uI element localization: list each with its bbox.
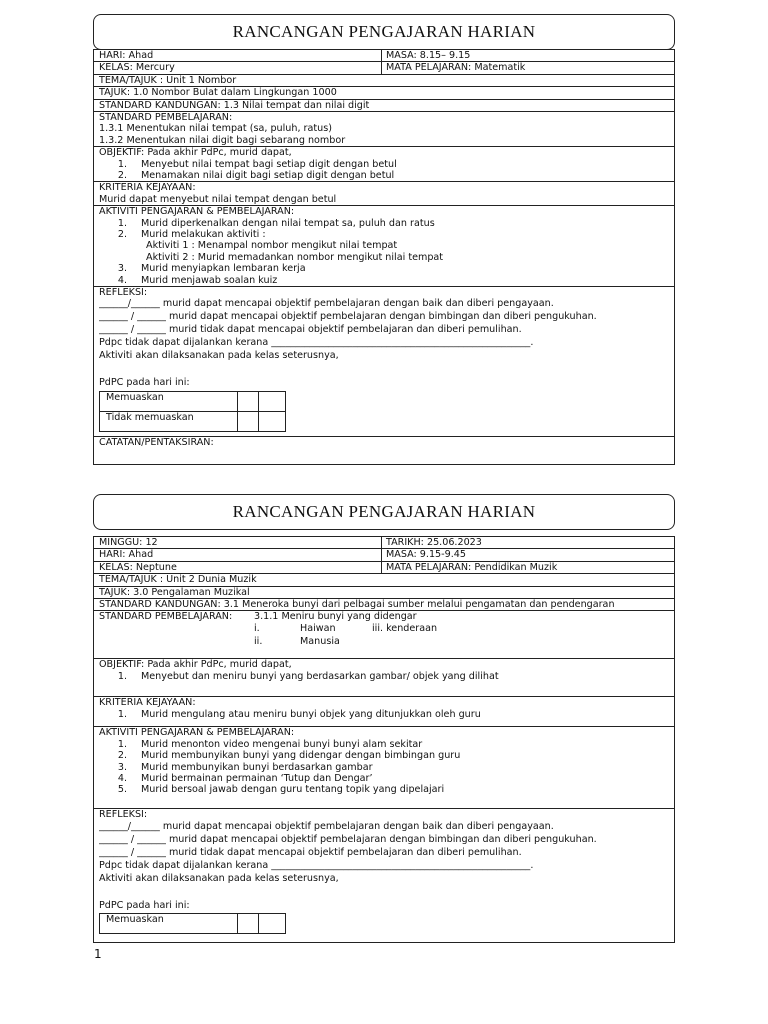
rating-checkbox[interactable] (259, 914, 286, 934)
objektif-section (94, 147, 674, 182)
refleksi-line: Pdpc tidak dapat dijalankan kerana ______________________________________________________. (99, 859, 534, 871)
rating-checkbox[interactable] (238, 411, 259, 431)
list-item: 1. Murid mengulang atau meniru bunyi objek yang ditunjukkan oleh guru (117, 708, 481, 720)
masa-cell: MASA: 9.15-9.45 (386, 549, 466, 561)
aktiviti-label: AKTIVITI PENGAJARAN & PEMBELAJARAN: (99, 206, 295, 218)
kriteria-label: KRITERIA KEJAYAAN: (99, 697, 196, 709)
aktiviti-sub-item: Aktiviti 1 : Menampal nombor mengikut nilai tempat (146, 240, 398, 252)
standard-pembelajaran-item: 1.3.2 Menentukan nilai digit bagi sebarang nombor (99, 134, 346, 146)
list-item: i. Haiwan iii. kenderaan (254, 622, 438, 634)
standard-pembelajaran-label: STANDARD PEMBELAJARAN: (99, 112, 233, 124)
list-item: 1. Murid diperkenalkan dengan nilai tempat sa, puluh dan ratus (117, 217, 435, 229)
list-item: 3. Murid membunyikan bunyi berdasarkan gambar (117, 761, 373, 773)
tarikh-cell: TARIKH: 25.06.2023 (386, 537, 482, 548)
rating-label: Memuaskan (100, 391, 238, 411)
list-item: 5. Murid bersoal jawab dengan guru tentang topik yang dipelajari (117, 784, 445, 796)
tema-row: TEMA/TAJUK : Unit 2 Dunia Muzik (94, 574, 674, 586)
pdpc-label: PdPC pada hari ini: (99, 899, 190, 911)
list-item: 4. Murid bermainan permainan ‘Tutup dan Dengar’ (117, 773, 373, 784)
page-number: 1 (94, 947, 102, 961)
kriteria-text: Murid dapat menyebut nilai tempat dengan betul (99, 193, 337, 205)
refleksi-line: ______ / ______ murid tidak dapat mencapai objektif pembelajaran dan diberi pemulihan. (99, 324, 522, 336)
hari-masa-row (94, 50, 674, 62)
mata-pelajaran-cell: MATA PELAJARAN: Pendidikan Muzik (386, 561, 558, 573)
hari-cell: HARI: Ahad (94, 50, 382, 61)
standard-kandungan-row: STANDARD KANDUNGAN: 3.1 Meneroka bunyi dari pelbagai sumber melalui pengamatan dan pendengaran (94, 599, 674, 611)
catatan-section (94, 437, 674, 465)
rating-label: Memuaskan (100, 914, 238, 934)
list-item: 3. Murid menyiapkan lembaran kerja (117, 263, 306, 275)
plan-title (93, 14, 675, 50)
refleksi-line: ______ / ______ murid dapat mencapai objektif pembelajaran dengan bimbingan dan diberi pengukuhan. (99, 311, 597, 323)
hari-masa-row (94, 549, 674, 561)
list-item: ii. Manusia (254, 636, 340, 648)
refleksi-section (94, 809, 674, 943)
kriteria-label: KRITERIA KEJAYAAN: (99, 182, 196, 194)
kelas-mapel-row (94, 562, 674, 574)
masa-cell: MASA: 8.15– 9.15 (386, 50, 471, 61)
refleksi-line: Aktiviti akan dilaksanakan pada kelas seterusnya, (99, 872, 339, 884)
rating-label: Tidak memuaskan (100, 411, 238, 431)
standard-pembelajaran-section (94, 112, 674, 147)
tema-row: TEMA/TAJUK : Unit 1 Nombor (94, 75, 674, 87)
tajuk-row: TAJUK: 1.0 Nombor Bulat dalam Lingkungan 1000 (94, 87, 674, 99)
refleksi-line: Aktiviti akan dilaksanakan pada kelas seterusnya, (99, 350, 339, 362)
list-item: 2. Menamakan nilai digit bagi setiap digit dengan betul (117, 169, 395, 181)
standard-pembelajaran-label: STANDARD PEMBELAJARAN: (99, 611, 233, 623)
plan-title-text: RANCANGAN PENGAJARAN HARIAN (232, 502, 536, 521)
objektif-label: OBJEKTIF: Pada akhir PdPc, murid dapat, (99, 147, 292, 159)
standard-pembelajaran-section (94, 611, 674, 659)
standard-pembelajaran-item: 1.3.1 Menentukan nilai tempat (sa, puluh, ratus) (99, 123, 332, 135)
aktiviti-sub-item: Aktiviti 2 : Murid memadankan nombor mengikut nilai tempat (146, 251, 444, 263)
refleksi-section (94, 287, 674, 437)
kriteria-section (94, 697, 674, 727)
objektif-section (94, 659, 674, 697)
refleksi-line: Pdpc tidak dapat dijalankan kerana ______________________________________________________. (99, 337, 534, 349)
aktiviti-section (94, 206, 674, 287)
rating-checkbox[interactable] (238, 914, 259, 934)
hari-cell: HARI: Ahad (94, 549, 382, 560)
refleksi-line: ______ / ______ murid dapat mencapai objektif pembelajaran dengan bimbingan dan diberi pengukuhan. (99, 833, 597, 845)
minggu-cell: MINGGU: 12 (94, 537, 382, 548)
kriteria-section (94, 182, 674, 206)
pdpc-label: PdPC pada hari ini: (99, 377, 190, 389)
rating-table (99, 391, 286, 432)
refleksi-line: ______/______ murid dapat mencapai objektif pembelajaran dengan baik dan diberi pengayaan. (99, 298, 554, 310)
list-item: 4. Murid menjawab soalan kuiz (117, 274, 278, 286)
mata-pelajaran-cell: MATA PELAJARAN: Matematik (386, 62, 526, 74)
list-item: 1. Menyebut dan meniru bunyi yang berdasarkan gambar/ objek yang dilihat (117, 670, 499, 682)
rating-checkbox[interactable] (238, 391, 259, 411)
plan-title (93, 494, 675, 530)
refleksi-line: ______ / ______ murid tidak dapat mencapai objektif pembelajaran dan diberi pemulihan. (99, 846, 522, 858)
refleksi-label: REFLEKSI: (99, 286, 148, 298)
aktiviti-label: AKTIVITI PENGAJARAN & PEMBELAJARAN: (99, 727, 295, 739)
kelas-cell: KELAS: Neptune (94, 562, 382, 573)
list-item: 1. Menyebut nilai tempat bagi setiap digit dengan betul (117, 158, 397, 170)
aktiviti-section (94, 727, 674, 809)
list-item: 2. Murid melakukan aktiviti : (117, 228, 266, 240)
objektif-label: OBJEKTIF: Pada akhir PdPc, murid dapat, (99, 659, 292, 671)
catatan-label: CATATAN/PENTAKSIRAN: (99, 436, 214, 448)
rating-checkbox[interactable] (259, 391, 286, 411)
tajuk-row: TAJUK: 3.0 Pengalaman Muzikal (94, 587, 674, 599)
standard-kandungan-row: STANDARD KANDUNGAN: 1.3 Nilai tempat dan nilai digit (94, 100, 674, 112)
plan-form (93, 49, 675, 465)
refleksi-line: ______/______ murid dapat mencapai objektif pembelajaran dengan baik dan diberi pengayaan. (99, 820, 554, 832)
kelas-mapel-row (94, 62, 674, 74)
kelas-cell: KELAS: Mercury (94, 62, 382, 73)
standard-pembelajaran-item: 3.1.1 Meniru bunyi yang didengar (254, 611, 417, 623)
list-item: 2. Murid membunyikan bunyi yang didengar dengan bimbingan guru (117, 750, 461, 762)
list-item: 1. Murid menonton video mengenai bunyi bunyi alam sekitar (117, 738, 423, 750)
rating-table (99, 913, 286, 934)
plan-form (93, 536, 675, 943)
refleksi-label: REFLEKSI: (99, 809, 148, 821)
rating-checkbox[interactable] (259, 411, 286, 431)
minggu-tarikh-row (94, 537, 674, 549)
plan-title-text: RANCANGAN PENGAJARAN HARIAN (232, 22, 536, 41)
